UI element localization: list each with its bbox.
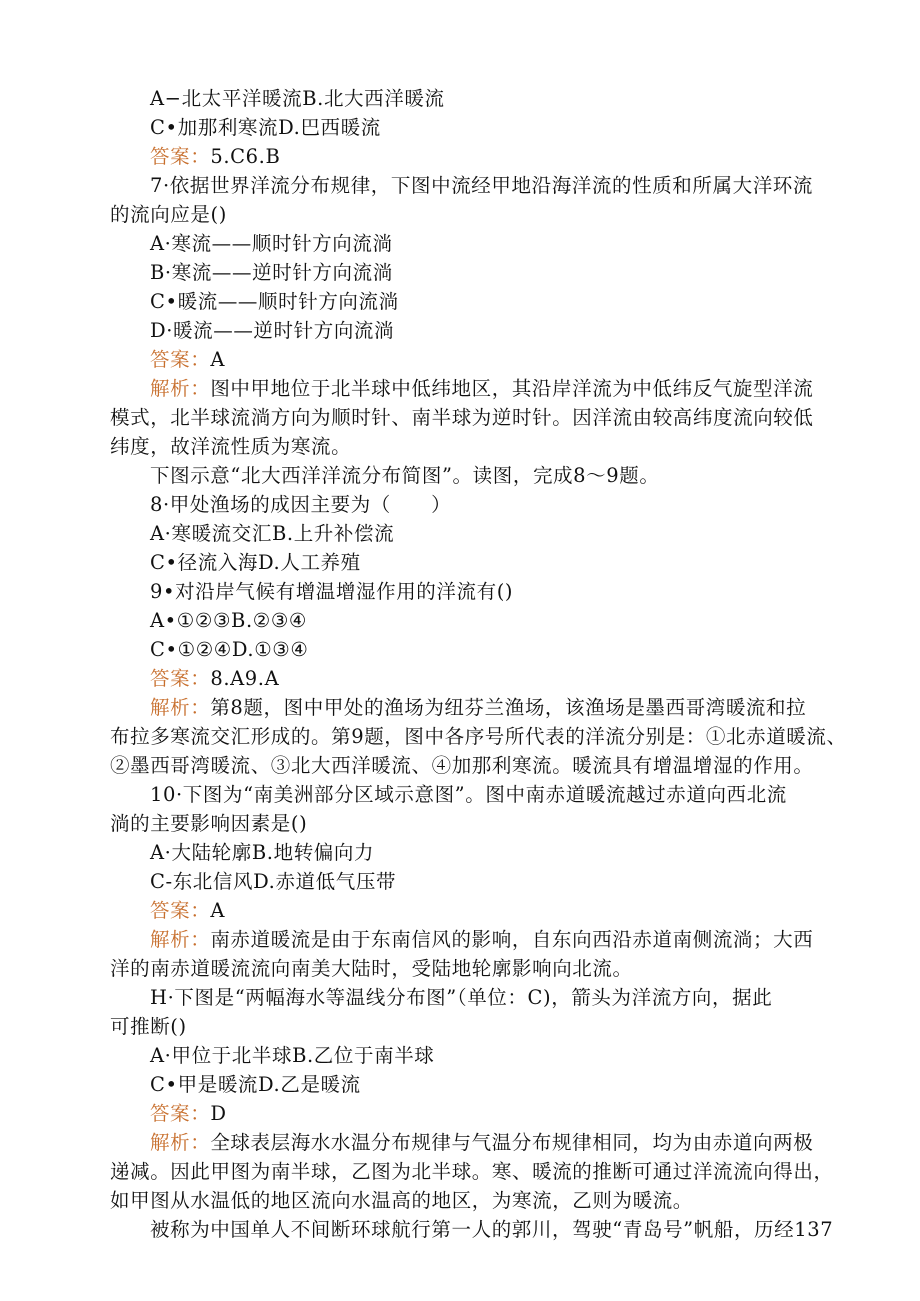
- answer-value: D: [210, 1102, 227, 1125]
- analysis-text: 图中甲地位于北半球中低纬地区，其沿岸洋流为中低纬反气旋型洋流: [210, 377, 814, 400]
- answer-label: 答案：: [150, 348, 211, 371]
- text-line-continued: 可推断(): [110, 1015, 187, 1038]
- text-line: C•①②④D.①③④: [150, 638, 309, 661]
- analysis-label: 解析：: [150, 377, 211, 400]
- analysis-line: [110, 722, 847, 751]
- text-line: B·寒流——逆时针方向流淌: [150, 261, 393, 284]
- analysis-label: 解析：: [150, 928, 211, 951]
- answer-label: 答案：: [150, 145, 211, 168]
- document-page: [110, 84, 847, 1244]
- answer-line: [110, 142, 822, 171]
- analysis-line: [110, 403, 822, 432]
- analysis-label: 解析：: [150, 1131, 211, 1154]
- analysis-text: 第8题，图中甲处的渔场为纽芬兰渔场，该渔场是墨西哥湾暖流和拉: [210, 696, 807, 719]
- answer-line: [110, 896, 822, 925]
- analysis-line: [110, 1128, 822, 1157]
- analysis-line: [110, 751, 822, 780]
- answer-line: [110, 1099, 822, 1128]
- analysis-text: 如甲图从水温低的地区流向水温高的地区，为寒流，乙则为暖流。: [110, 1189, 693, 1212]
- text-line: 下图示意“北大西洋洋流分布简图”。读图，完成8〜9题。: [150, 464, 660, 487]
- text-line: 10·下图为“南美洲部分区域示意图”。图中南赤道暖流越过赤道向西北流: [150, 783, 787, 806]
- answer-label: 答案：: [150, 667, 211, 690]
- answer-label: 答案：: [150, 899, 211, 922]
- analysis-line: [110, 432, 822, 461]
- text-line: H·下图是“两幅海水等温线分布图”（单位：C)，箭头为洋流方向，据此: [150, 986, 773, 1009]
- analysis-line: [110, 954, 822, 983]
- text-line: A−北太平洋暖流B.北大西洋暖流: [150, 87, 445, 110]
- analysis-text: 布拉多寒流交汇形成的。第9题，图中各序号所代表的洋流分别是：①北赤道暖流、: [110, 725, 847, 748]
- text-line: C•暖流——顺时针方向流淌: [150, 290, 399, 313]
- analysis-text: 全球表层海水水温分布规律与气温分布规律相同，均为由赤道向两极: [210, 1131, 814, 1154]
- text-line: C•径流入海D.人工养殖: [150, 551, 361, 574]
- answer-line: [110, 345, 822, 374]
- answer-value: A: [210, 348, 225, 371]
- analysis-text: 递减。因此甲图为南半球，乙图为北半球。寒、暖流的推断可通过洋流流向得出，: [110, 1160, 834, 1183]
- text-line: 被称为中国单人不间断环球航行第一人的郭川，驾驶“青岛号”帆船，历经137: [150, 1218, 834, 1241]
- text-line: 8·甲处渔场的成因主要为（ ）: [150, 493, 452, 516]
- text-line: A·大陆轮廓B.地转偏向力: [150, 841, 375, 864]
- text-line: A•①②③B.②③④: [150, 609, 308, 632]
- text-line: A·寒流——顺时针方向流淌: [150, 232, 393, 255]
- answer-label: 答案：: [150, 1102, 211, 1125]
- answer-line: [110, 664, 822, 693]
- analysis-text: 模式，北半球流淌方向为顺时针、南半球为逆时针。因洋流由较高纬度流向较低: [110, 406, 814, 429]
- text-line: C-东北信风D.赤道低气压带: [150, 870, 397, 893]
- analysis-line: [110, 925, 822, 954]
- analysis-text: 南赤道暖流是由于东南信风的影响，自东向西沿赤道南侧流淌；大西: [210, 928, 814, 951]
- analysis-line: [110, 1186, 822, 1215]
- text-line: A·寒暖流交汇B.上升补偿流: [150, 522, 395, 545]
- text-line-continued: 的流向应是(): [110, 203, 227, 226]
- analysis-line: [110, 693, 822, 722]
- text-line: A·甲位于北半球B.乙位于南半球: [150, 1044, 435, 1067]
- answer-value: A: [210, 899, 225, 922]
- analysis-line: [110, 374, 822, 403]
- text-line-continued: 淌的主要影响因素是(): [110, 812, 308, 835]
- analysis-text: 洋的南赤道暖流流向南美大陆时，受陆地轮廓影响向北流。: [110, 957, 633, 980]
- text-line: C•甲是暖流D.乙是暖流: [150, 1073, 361, 1096]
- analysis-text: 纬度，故洋流性质为寒流。: [110, 435, 352, 458]
- text-line: 7·依据世界洋流分布规律，下图中流经甲地沿海洋流的性质和所属大洋环流: [150, 174, 814, 197]
- text-line: 9•对沿岸气候有增温增湿作用的洋流有(): [150, 580, 514, 603]
- analysis-label: 解析：: [150, 696, 211, 719]
- analysis-text: ②墨西哥湾暖流、③北大西洋暖流、④加那利寒流。暖流具有增温增湿的作用。: [110, 754, 814, 777]
- text-line: C•加那利寒流D.巴西暖流: [150, 116, 381, 139]
- answer-value: 8.A9.A: [210, 667, 280, 690]
- analysis-line: [110, 1157, 834, 1186]
- answer-value: 5.C6.B: [210, 145, 281, 168]
- text-line: D·暖流——逆时针方向流淌: [150, 319, 395, 342]
